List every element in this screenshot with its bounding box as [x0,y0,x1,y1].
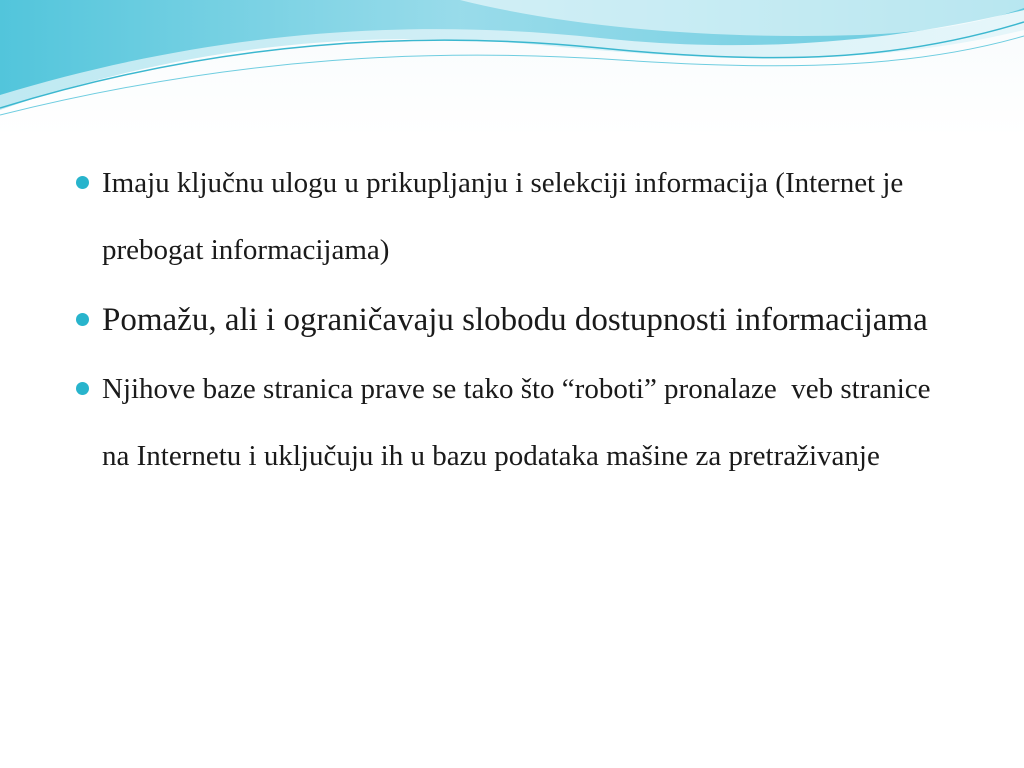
bullet-text: Pomažu, ali i ograničavaju slobodu dostupnosti informacijama [102,302,928,338]
bullet-dot-icon [76,382,89,395]
wave-header-decoration [0,0,1024,130]
bullet-text: Imaju ključnu ulogu u prikupljanju i selekciji informacija (Internet je prebogat informacijama) [102,167,911,266]
bullet-item [74,356,954,490]
bullet-item [74,284,954,356]
bullet-text: Njihove baze stranica prave se tako što “roboti” pronalaze veb stranice na Internetu i uključuju ih u bazu podataka mašine za pretraživanje [102,373,938,472]
bullet-list [74,150,954,490]
bullet-item [74,150,954,284]
bullet-dot-icon [76,176,89,189]
bullet-dot-icon [76,313,89,326]
